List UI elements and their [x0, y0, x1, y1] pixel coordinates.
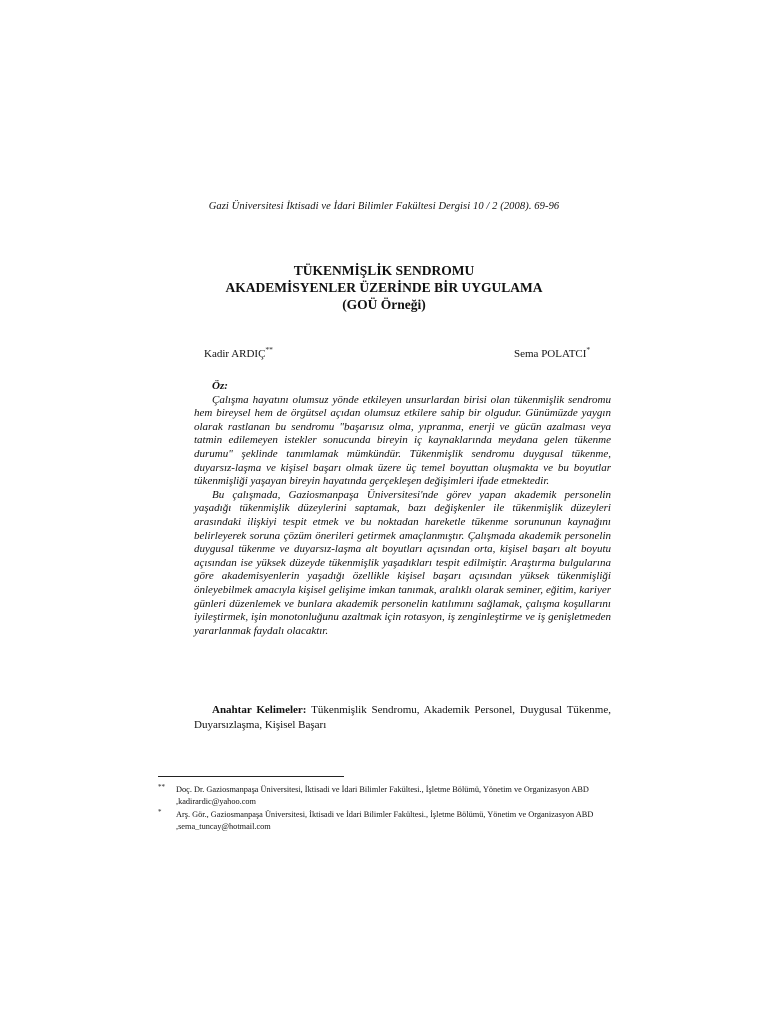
- abstract-paragraph-2: Bu çalışmada, Gaziosmanpaşa Üniversitesi'nde görev yapan akademik personelin yaşadığı tükenmişlik düzeylerini saptamak, bazı değişkenler ile tükenmişlik düzeyleri arasındaki ilişkiyi tespit etmek ve bu noktadan hareketle tükenme sorununun kaynağını belirleyerek soruna çözüm önerileri getirmek amaçlanmıştır. Çalışmada akademik personelin duygusal tükenme ve duyarsız-laşma alt boyutları açısından orta, kişisel başarı alt boyutu açısından ise yüksek düzeyde tükenmişlik yaşadıkları tespit edilmiştir. Araştırma bulgularına göre akademisyenlerin yaşadığı özellikle kişisel başarı açısından yüksek tükenmişliği önleyebilmek amacıyla kişisel gelişime imkan tanımak, aralıklı olarak seminer, eğitim, kariyer günleri düzenlemek ve bunlara akademik personelin katılımını sağlamak, çalışma koşullarını iyileştirmek, işin monotonluğunu azaltmak için rotasyon, iş zenginleştirme ve iş genişletmeden yararlanmak faydalı olacaktır.: [194, 488, 611, 637]
- footnote-2: [158, 809, 612, 833]
- footnote-1-mark: **: [158, 783, 165, 791]
- footnote-1: [158, 784, 612, 808]
- keywords: [194, 703, 611, 733]
- author-2-footnote-mark: *: [586, 345, 591, 354]
- abstract: [194, 380, 611, 638]
- title-line-3: (GOÜ Örneği): [342, 297, 426, 312]
- keywords-text: Tükenmişlik Sendromu, Akademik Personel, Duygusal Tükenme, Duyarsızlaşma, Kişisel Başarı: [194, 704, 611, 731]
- footnote-2-text: Arş. Gör., Gaziosmanpaşa Üniversitesi, İktisadi ve İdari Bilimler Fakültesi., İşletme Bölümü, Yönetim ve Organizasyon ABD ,sema_tuncay@hotmail.com: [176, 810, 594, 831]
- footnote-divider: [158, 776, 344, 777]
- author-1-name: Kadir ARDIÇ: [204, 348, 266, 360]
- author-2: [514, 345, 590, 360]
- title-line-1: TÜKENMİŞLİK SENDROMU: [293, 263, 475, 278]
- abstract-heading: Öz:: [212, 380, 228, 392]
- abstract-paragraph-1: Çalışma hayatını olumsuz yönde etkileyen unsurlardan birisi olan tükenmişlik sendromu hem bireysel hem de örgütsel açıdan olumsuz etkilere sahip bir olgudur. Günümüzde yaygın olarak rastlanan bu sendromu "başarısız olma, yıpranma, enerji ve gücün azalması veya tatmin edilemeyen istekler sonucunda bireyin iç kaynaklarında meydana gelen tükenme durumu" şeklinde tanımlamak mümkündür. Tükenmişlik sendromu duygusal tükenme, duyarsız-laşma ve kişisel başarı olmak üzere üç temel boyuttan oluşmakta ve bu boyutlar tükenmişliği yaşayan bireyin hayatında gerçekleşen değişimleri ifade etmektedir.: [194, 393, 611, 488]
- keywords-label: Anahtar Kelimeler:: [212, 704, 307, 716]
- article-title: [0, 262, 768, 313]
- journal-citation: Gazi Üniversitesi İktisadi ve İdari Bilimler Fakültesi Dergisi 10 / 2 (2008). 69-96: [208, 201, 560, 212]
- author-1: [204, 345, 273, 360]
- footnote-1-text: Doç. Dr. Gaziosmanpaşa Üniversitesi, İktisadi ve İdari Bilimler Fakültesi., İşletme Bölümü, Yönetim ve Organizasyon ABD ,kadirardic@yahoo.com: [176, 785, 589, 806]
- author-2-name: Sema POLATCI: [514, 348, 587, 360]
- footnote-2-mark: *: [158, 808, 162, 816]
- title-line-2: AKADEMİSYENLER ÜZERİNDE BİR UYGULAMA: [225, 280, 543, 295]
- author-1-footnote-mark: **: [265, 345, 273, 354]
